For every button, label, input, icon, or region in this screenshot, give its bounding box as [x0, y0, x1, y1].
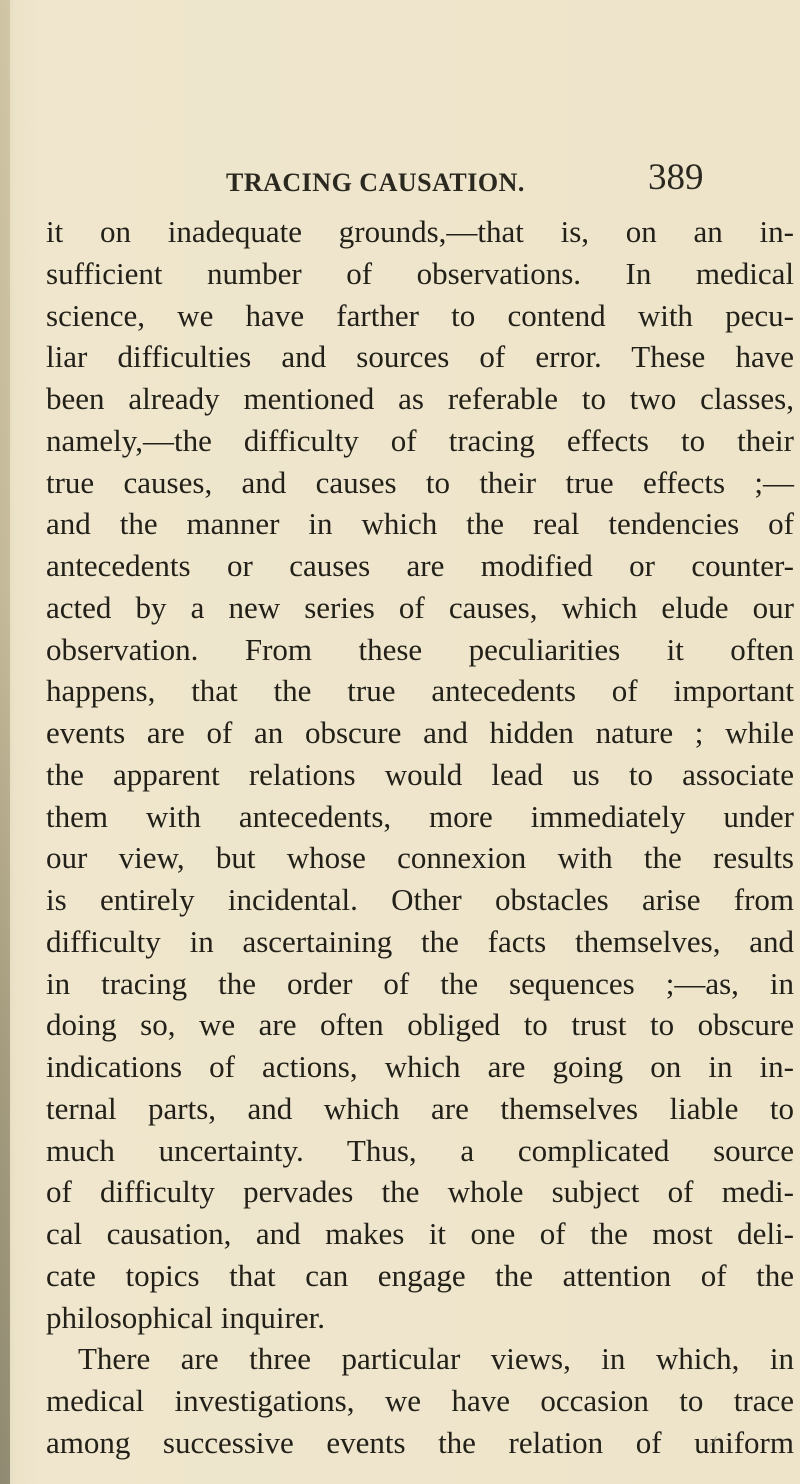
text-line: antecedents or causes are modified or counter-	[46, 548, 794, 583]
text-line: true causes, and causes to their true effects ;—	[46, 464, 794, 500]
running-head: TRACING CAUSATION.	[226, 168, 525, 197]
text-line: liar difficulties and sources of error. These have	[46, 339, 794, 375]
text-line: sufficient number of observations. In medical	[46, 255, 794, 291]
body-text	[46, 211, 794, 1464]
text-line: is entirely incidental. Other obstacles arise from	[46, 882, 794, 917]
text-line: much uncertainty. Thus, a complicated source	[46, 1132, 794, 1168]
text-line: observation. From these peculiarities it often	[46, 631, 794, 667]
text-line: acted by a new series of causes, which elude our	[46, 589, 794, 625]
page-binding-edge	[0, 0, 10, 1484]
text-line: doing so, we are often obliged to trust to obscure	[46, 1007, 794, 1043]
text-line: among successive events the relation of uniform	[46, 1424, 794, 1460]
text-line: events are of an obscure and hidden nature ; while	[46, 715, 794, 750]
text-line: indications of actions, which are going on in in-	[46, 1049, 794, 1084]
text-line: medical investigations, we have occasion to trace	[46, 1383, 794, 1418]
text-line: namely,—the difficulty of tracing effects to their	[46, 422, 794, 458]
text-line: in tracing the order of the sequences ;—as, in	[46, 965, 794, 1001]
text-line: cate topics that can engage the attention of the	[46, 1257, 794, 1293]
text-line: and the manner in which the real tendencies of	[46, 506, 794, 542]
text-line: our view, but whose connexion with the results	[46, 840, 794, 876]
text-line: cal causation, and makes it one of the most deli-	[46, 1216, 794, 1251]
paragraph-start-line: There are three particular views, in which, in	[78, 1341, 794, 1377]
text-line: them with antecedents, more immediately under	[46, 798, 794, 834]
page-number: 389	[648, 157, 704, 198]
text-line: it on inadequate grounds,—that is, on an in-	[46, 214, 794, 249]
text-line: science, we have farther to contend with pecu-	[46, 297, 794, 333]
text-line: happens, that the true antecedents of important	[46, 673, 794, 709]
page-header	[0, 146, 800, 196]
paragraph-end-line: philosophical inquirer.	[46, 1299, 325, 1335]
text-line: been already mentioned as referable to two classes,	[46, 381, 794, 416]
text-line: of difficulty pervades the whole subject of medi-	[46, 1174, 794, 1210]
text-line: the apparent relations would lead us to associate	[46, 756, 794, 792]
text-line: difficulty in ascertaining the facts themselves, and	[46, 923, 794, 959]
text-line: ternal parts, and which are themselves liable to	[46, 1090, 794, 1126]
